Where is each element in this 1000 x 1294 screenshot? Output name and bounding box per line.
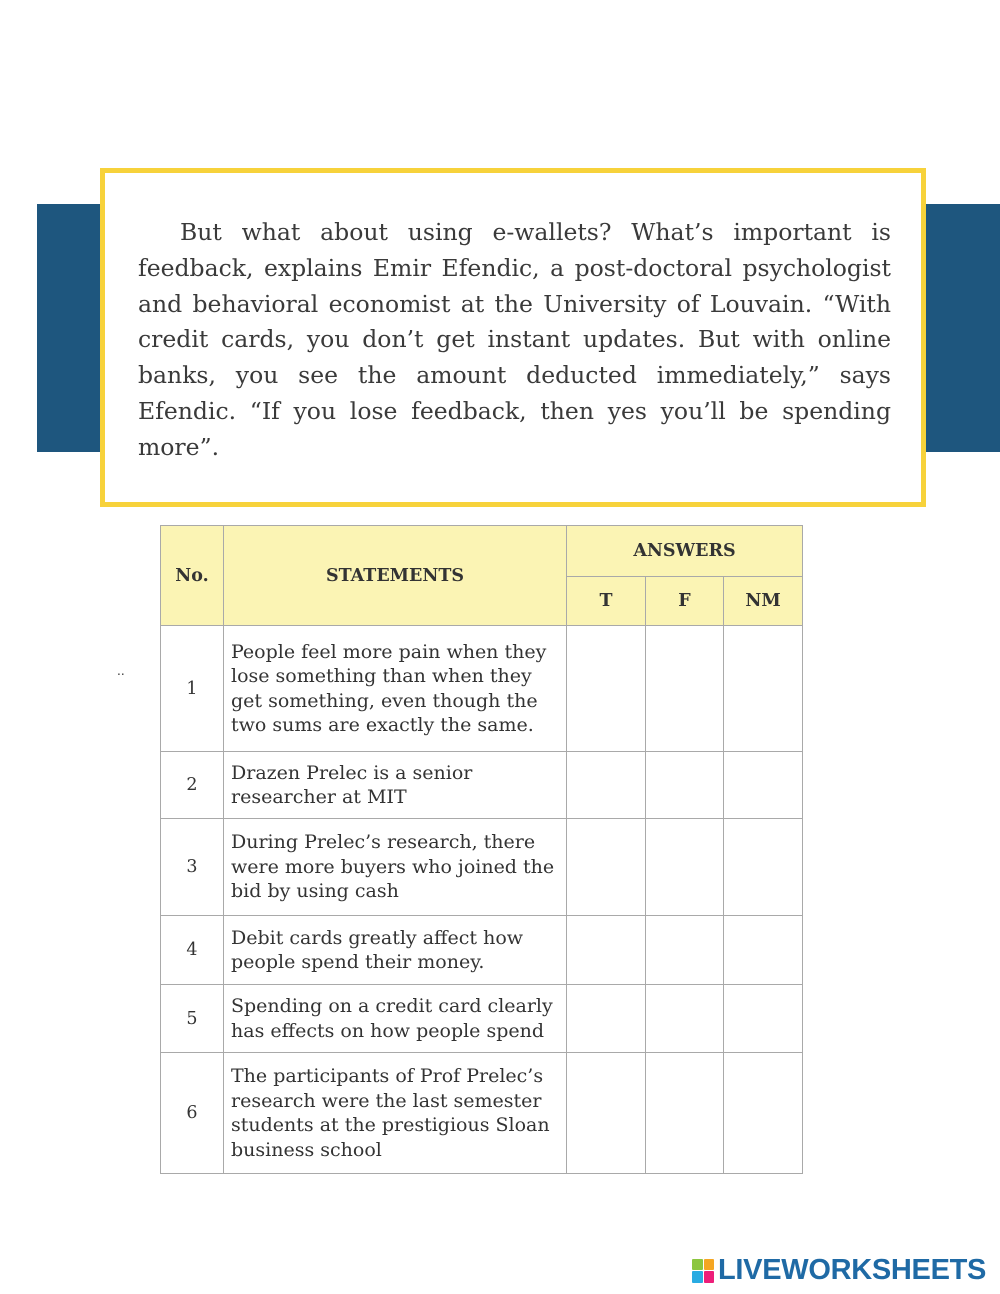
answer-cell-false[interactable] [646, 626, 724, 752]
row-number: 3 [161, 819, 224, 916]
table-row [161, 916, 803, 985]
answer-cell-not-mentioned[interactable] [724, 985, 803, 1053]
true-false-table [160, 525, 803, 1174]
header-false: F [646, 577, 724, 626]
margin-mark: .. [117, 664, 125, 678]
table-row [161, 1053, 803, 1174]
answer-cell-true[interactable] [567, 752, 646, 819]
table-row [161, 626, 803, 752]
answer-cell-not-mentioned[interactable] [724, 752, 803, 819]
table-row [161, 985, 803, 1053]
header-not-mentioned: NM [724, 577, 803, 626]
answer-cell-not-mentioned[interactable] [724, 819, 803, 916]
statement-text: The participants of Prof Prelec’s research were the last semester students at the prestigious Sloan business school [224, 1053, 567, 1174]
answer-cell-false[interactable] [646, 916, 724, 985]
answer-cell-false[interactable] [646, 1053, 724, 1174]
header-no: No. [161, 526, 224, 626]
row-number: 4 [161, 916, 224, 985]
answer-cell-true[interactable] [567, 626, 646, 752]
answer-cell-true[interactable] [567, 1053, 646, 1174]
answer-cell-false[interactable] [646, 819, 724, 916]
header-statements: STATEMENTS [224, 526, 567, 626]
liveworksheets-logo-icon [692, 1259, 714, 1283]
decorative-band-right [918, 204, 1000, 452]
logo-text: LIVEWORKSHEETS [718, 1254, 987, 1286]
reading-passage-box [100, 168, 926, 507]
answer-cell-false[interactable] [646, 752, 724, 819]
answer-cell-true[interactable] [567, 985, 646, 1053]
row-number: 1 [161, 626, 224, 752]
row-number: 2 [161, 752, 224, 819]
decorative-band-left [37, 204, 107, 452]
header-answers: ANSWERS [567, 526, 803, 577]
answer-cell-not-mentioned[interactable] [724, 626, 803, 752]
row-number: 6 [161, 1053, 224, 1174]
liveworksheets-logo [692, 1254, 986, 1287]
statement-text: Debit cards greatly affect how people spend their money. [224, 916, 567, 985]
row-number: 5 [161, 985, 224, 1053]
statement-text: People feel more pain when they lose something than when they get something, even though the two sums are exactly the same. [224, 626, 567, 752]
reading-passage-text: But what about using e-wallets? What’s important is feedback, explains Emir Efendic, a post-doctoral psychologist and behavioral economist at the University of Louvain. “With credit cards, you don’t get instant updates. But with online banks, you see the amount deducted immediately,” says Efendic. “If you lose feedback, then yes you’ll be spending more”. [138, 218, 891, 461]
answer-cell-true[interactable] [567, 819, 646, 916]
table-row [161, 819, 803, 916]
table-row [161, 752, 803, 819]
statement-text: Drazen Prelec is a senior researcher at MIT [224, 752, 567, 819]
answer-cell-true[interactable] [567, 916, 646, 985]
statement-text: Spending on a credit card clearly has effects on how people spend [224, 985, 567, 1053]
answer-cell-not-mentioned[interactable] [724, 1053, 803, 1174]
statement-text: During Prelec’s research, there were more buyers who joined the bid by using cash [224, 819, 567, 916]
header-true: T [567, 577, 646, 626]
answer-cell-false[interactable] [646, 985, 724, 1053]
answer-cell-not-mentioned[interactable] [724, 916, 803, 985]
